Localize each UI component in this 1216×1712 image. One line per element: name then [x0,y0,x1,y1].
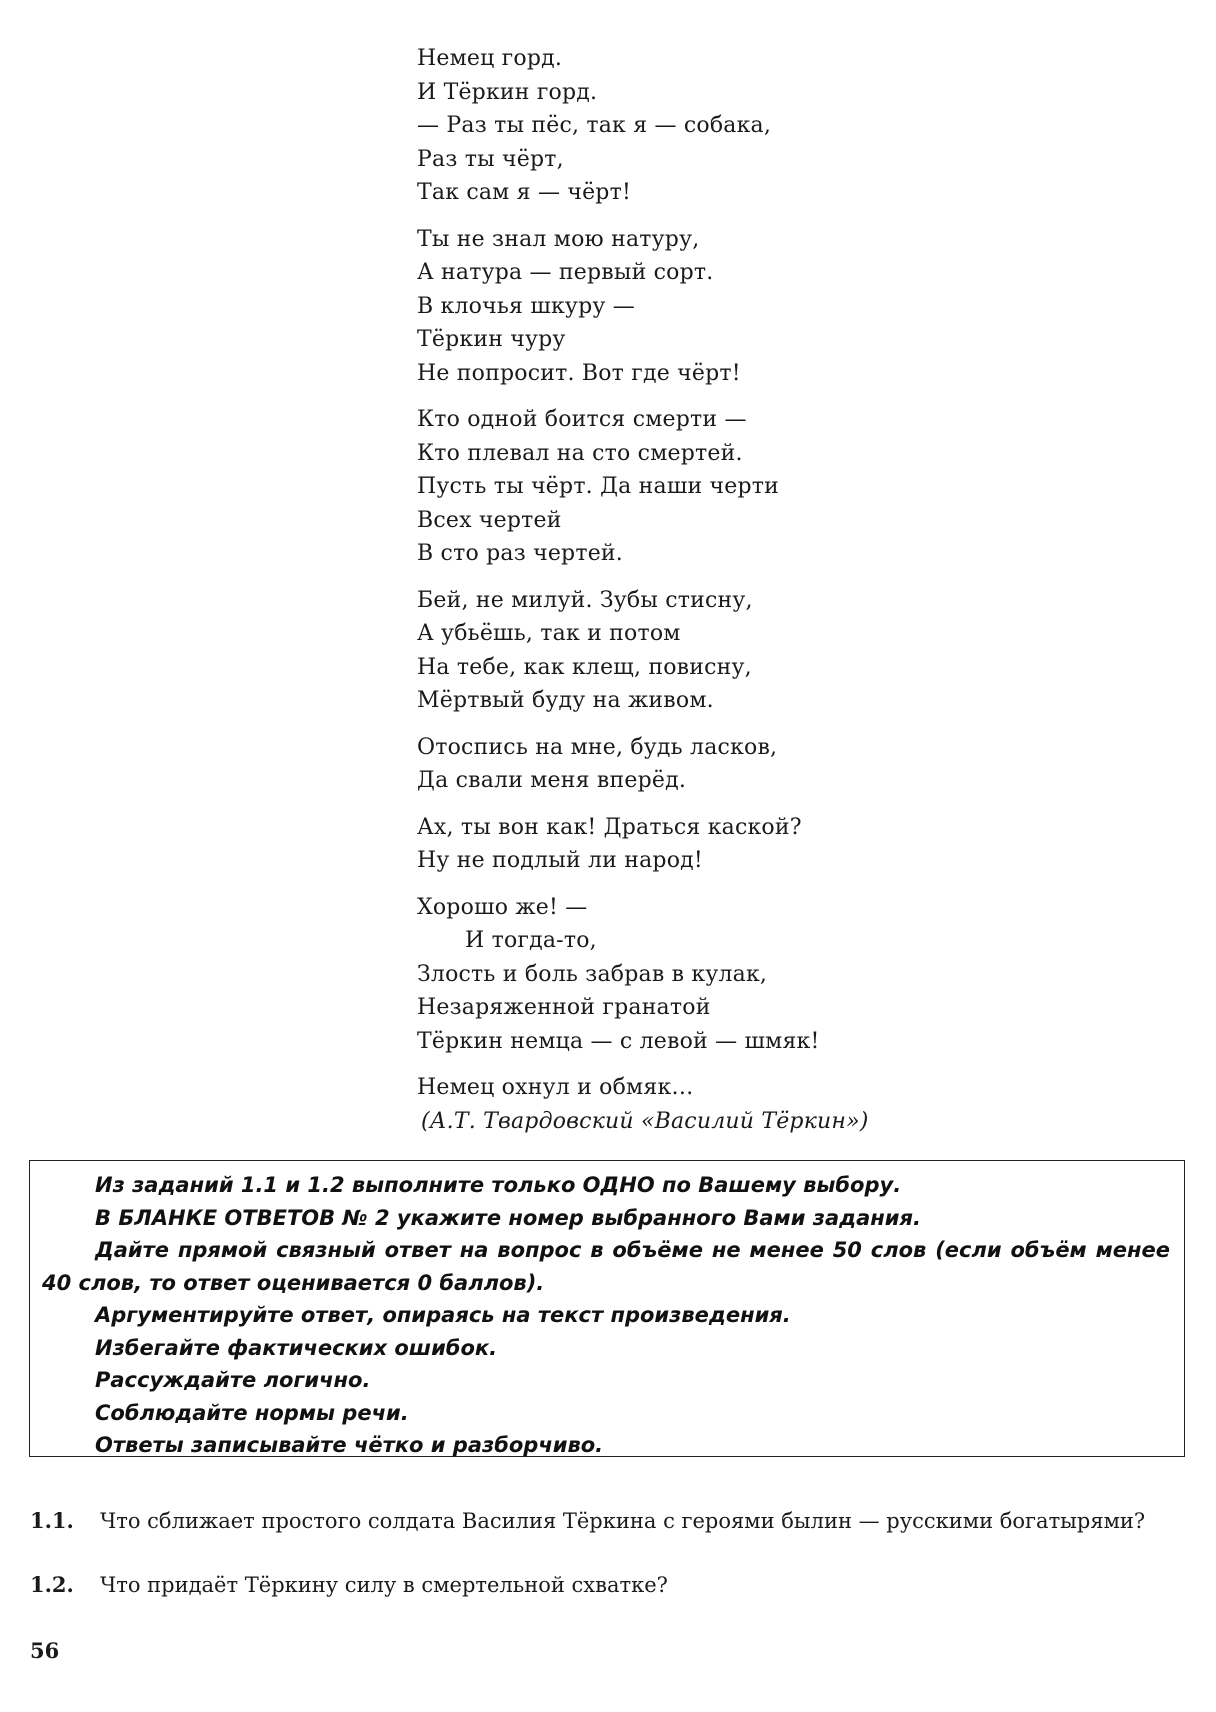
instruction-item: Аргументируйте ответ, опираясь на текст произведения. [95,1303,791,1327]
poem-attribution: (А.Т. Твардовский «Василий Тёркин») [421,1108,869,1134]
poem-line: В клочья шкуру — [417,293,635,319]
poem-line: Всех чертей [417,507,562,533]
question-number: 1.1. [30,1508,74,1533]
poem-line: Тёркин немца — с левой — шмяк! [417,1028,820,1054]
poem-line: Кто плевал на сто смертей. [417,440,743,466]
instructions-box [29,1160,1185,1457]
instruction-item: Дайте прямой связный ответ на вопрос в объёме не менее 50 слов (если объём менее 40 слов, то ответ оценивается 0 баллов). [42,1238,1170,1295]
poem-stanza-1 [417,42,977,210]
poem-stanza-3 [417,403,977,571]
question-text: Что сближает простого солдата Василия Тёркина с героями былин — русскими богатырями? [100,1509,1146,1533]
poem-line: А убьёшь, так и потом [417,621,681,646]
question-1-1 [30,1506,1190,1536]
poem-line: Немец горд. [417,46,563,71]
poem-line: Немец охнул и обмяк… [417,1075,694,1100]
poem-line: Незаряженной гранатой [417,995,711,1020]
poem-line: Ну не подлый ли народ! [417,848,703,873]
poem-line: На тебе, как клещ, повисну, [417,654,752,680]
poem-line: Ах, ты вон как! Драться каской? [417,814,802,840]
poem-stanza-4 [417,584,977,718]
poem-stanza-2 [417,223,977,391]
poem-line: Бей, не милуй. Зубы стисну, [417,587,753,613]
poem-line: А натура — первый сорт. [417,260,714,285]
poem-line: Ты не знал мою натуру, [417,226,700,252]
poem-line: Да свали меня вперёд. [417,768,687,793]
instruction-item: Из заданий 1.1 и 1.2 выполните только ОДНО по Вашему выбору. [95,1173,902,1197]
poem-stanza-7 [417,891,977,1059]
poem-line: Кто одной боится смерти — [417,407,747,432]
instruction-item: Соблюдайте нормы речи. [95,1400,409,1425]
poem-line: Не попросит. Вот где чёрт! [417,360,741,386]
poem-line: Пусть ты чёрт. Да наши черти [417,474,780,499]
question-number: 1.2. [30,1572,74,1597]
instruction-item: В БЛАНКЕ ОТВЕТОВ № 2 укажите номер выбранного Вами задания. [95,1205,921,1230]
poem-line: Раз ты чёрт, [417,146,564,172]
poem-line: Хорошо же! — [417,894,588,920]
poem-line: В сто раз чертей. [417,541,623,566]
poem-line: Мёртвый буду на живом. [417,688,714,713]
poem-stanza-6 [417,811,977,878]
poem-line: Так сам я — чёрт! [417,180,632,205]
question-1-2 [30,1570,1190,1600]
poem-line: Тёркин чуру [417,327,566,352]
poem-line: Отоспись на мне, будь ласков, [417,734,778,760]
instruction-item: Рассуждайте логично. [95,1368,371,1392]
poem-line: — Раз ты пёс, так я — собака, [417,113,772,138]
instruction-item: Ответы записывайте чётко и разборчиво. [95,1433,604,1457]
poem-line: И тогда-то, [465,928,597,953]
poem-stanza-5 [417,731,977,798]
questions-list [30,1506,1190,1634]
page-number: 56 [30,1638,60,1663]
poem-line: И Тёркин горд. [417,79,598,105]
question-text: Что придаёт Тёркину силу в смертельной схватке? [100,1573,668,1597]
poem-stanza-8 [417,1071,977,1138]
instruction-item: Избегайте фактических ошибок. [95,1335,498,1360]
poem-line: Злость и боль забрав в кулак, [417,961,768,987]
poem [417,42,977,1151]
